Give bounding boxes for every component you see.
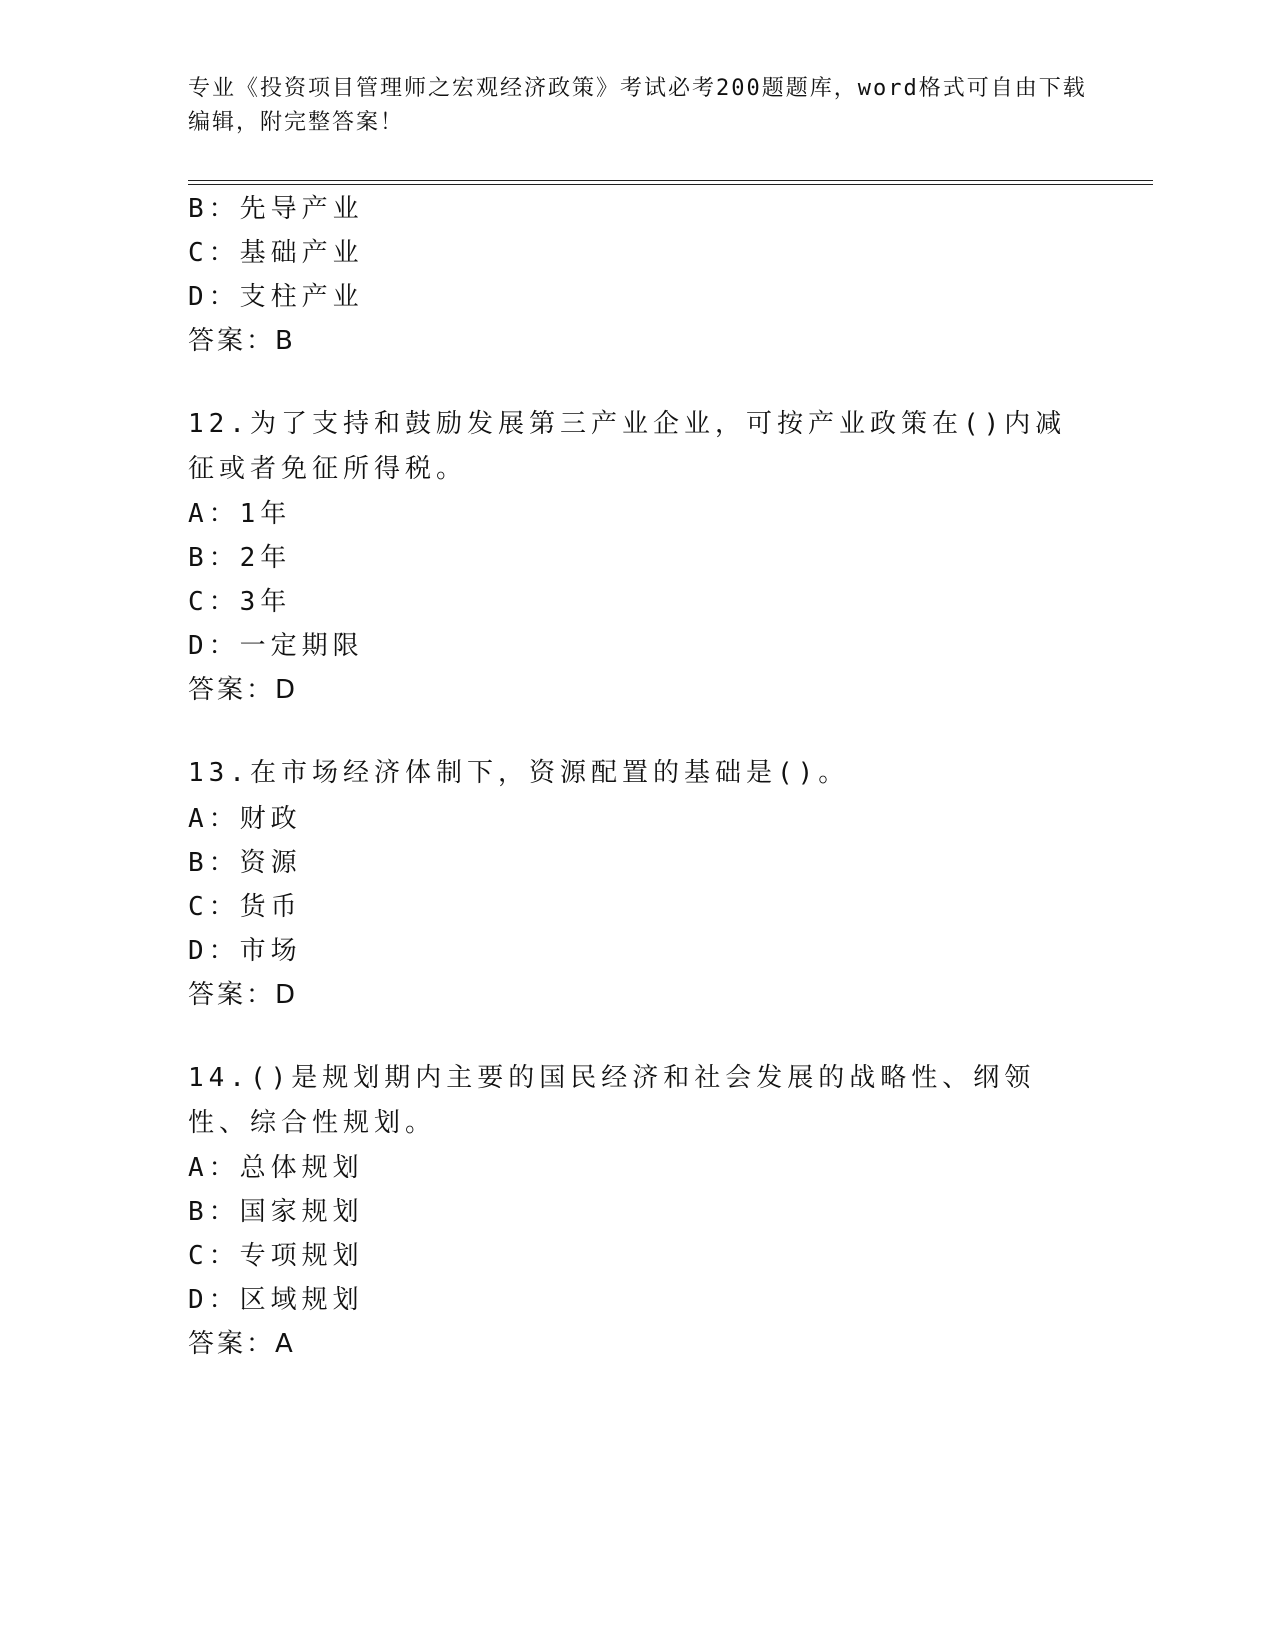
question-12-answer: 答案：D bbox=[188, 675, 299, 705]
question-12-text: 12.为了支持和鼓励发展第三产业企业，可按产业政策在()内减征或者免征所得税。 bbox=[188, 409, 1067, 484]
option-d: D：支柱产业 bbox=[188, 282, 364, 312]
question-13-text: 13.在市场经济体制下，资源配置的基础是()。 bbox=[188, 758, 850, 788]
question-14-option-a: A：总体规划 bbox=[188, 1153, 364, 1183]
question-14-text: 14.()是规划期内主要的国民经济和社会发展的战略性、纲领性、综合性规划。 bbox=[188, 1063, 1036, 1138]
question-13-option-c: C：货币 bbox=[188, 892, 302, 922]
question-13-answer: 答案：D bbox=[188, 980, 299, 1010]
option-b: B：先导产业 bbox=[188, 194, 364, 224]
question-12-option-d: D：一定期限 bbox=[188, 631, 364, 661]
header-divider-top bbox=[188, 180, 1153, 181]
question-14-option-c: C：专项规划 bbox=[188, 1241, 364, 1271]
question-12-option-a: A：1年 bbox=[188, 499, 292, 529]
question-14-option-b: B：国家规划 bbox=[188, 1197, 364, 1227]
header-divider-bottom bbox=[188, 184, 1153, 185]
option-c: C：基础产业 bbox=[188, 238, 364, 268]
question-14-answer: 答案：A bbox=[188, 1329, 296, 1359]
document-header: 专业《投资项目管理师之宏观经济政策》考试必考200题题库，word格式可自由下载编辑，附完整答案！ bbox=[188, 76, 1087, 135]
question-13-option-b: B：资源 bbox=[188, 848, 302, 878]
question-13-option-d: D：市场 bbox=[188, 936, 302, 966]
question-12-option-c: C：3年 bbox=[188, 587, 292, 617]
question-14-option-d: D：区域规划 bbox=[188, 1285, 364, 1315]
question-13-option-a: A：财政 bbox=[188, 804, 302, 834]
question-12-option-b: B：2年 bbox=[188, 543, 292, 573]
answer-line: 答案：B bbox=[188, 326, 296, 356]
